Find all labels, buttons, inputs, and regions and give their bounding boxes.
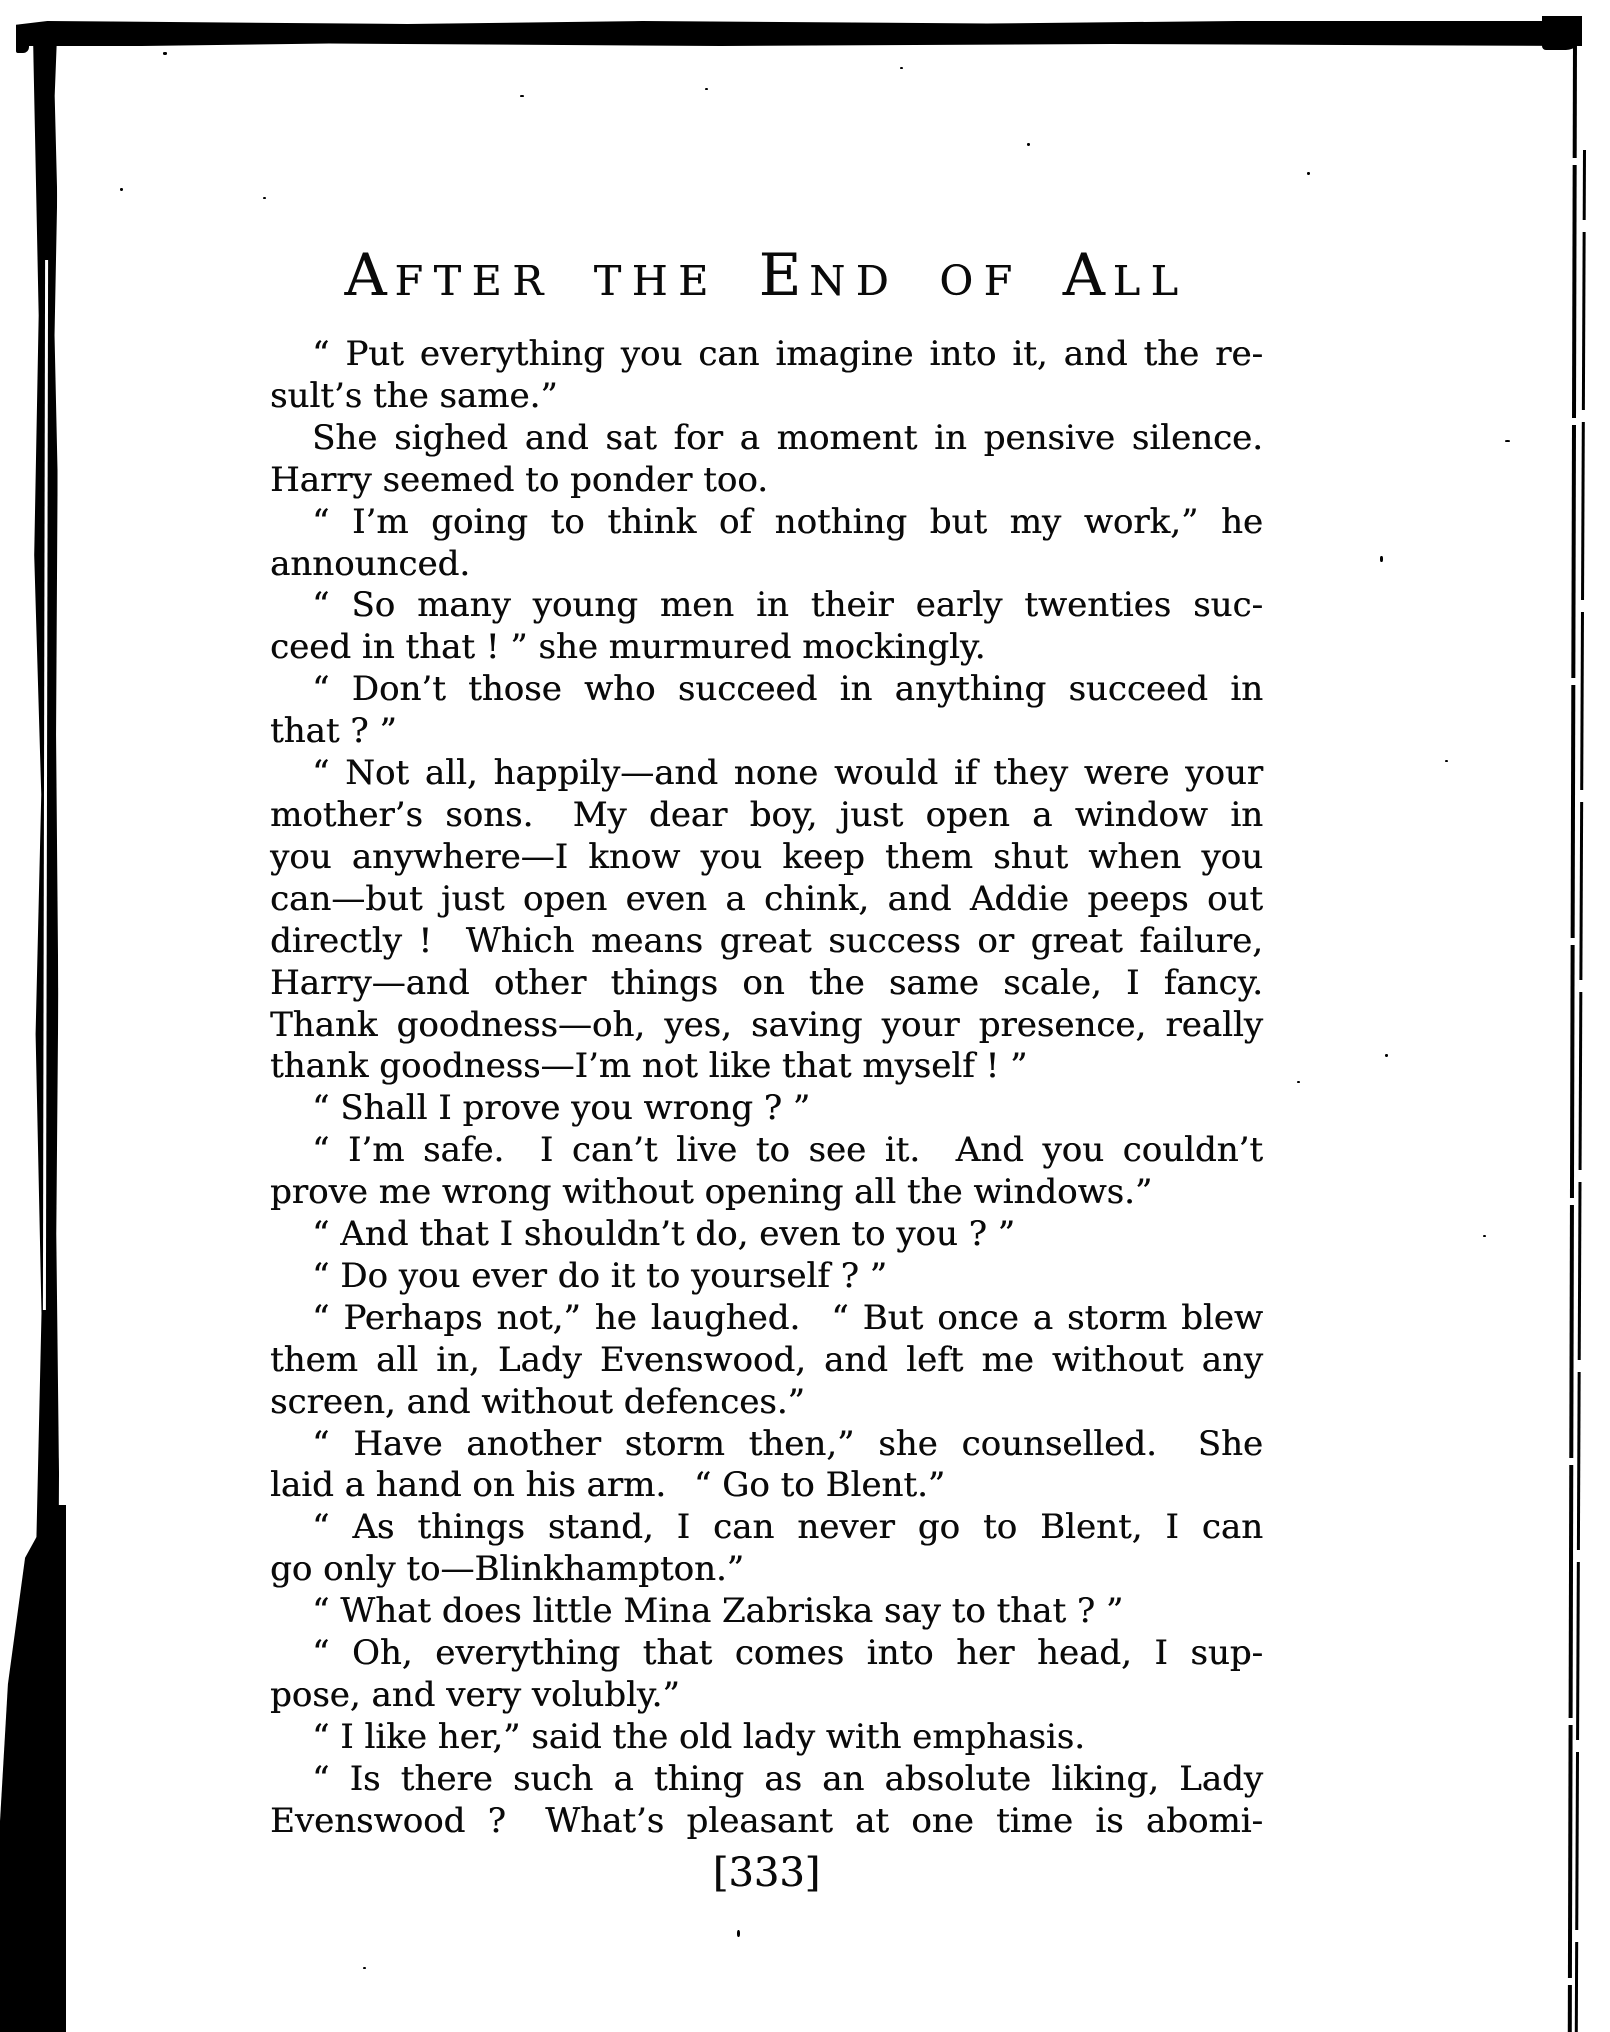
text-line: you anywhere—I know you keep them shut when you — [270, 836, 1263, 877]
text-line: “ Shall I prove you wrong ? ” — [312, 1088, 811, 1129]
scan-speck — [1297, 1081, 1300, 1083]
scan-speck — [737, 1930, 740, 1937]
text-line: them all in, Lady Evenswood, and left me without any — [270, 1339, 1263, 1380]
text-line: screen, and without defences.” — [270, 1381, 805, 1422]
text-line: thank goodness—I’m not like that myself ! ” — [270, 1046, 1028, 1087]
chapter-title-initial: A — [344, 241, 395, 309]
text-line: “ So many young men in their early twenties suc- — [312, 585, 1263, 626]
text-line: announced. — [270, 543, 471, 584]
chapter-title-initial: A — [1062, 241, 1113, 309]
text-line: Thank goodness—oh, yes, saving your presence, really — [270, 1004, 1263, 1045]
scan-artifact-top-bar — [16, 21, 1582, 46]
page-number: [333] — [712, 1850, 821, 1896]
scan-speck — [1027, 143, 1030, 146]
chapter-title — [270, 241, 1263, 309]
text-line: Harry—and other things on the same scale, I fancy. — [270, 962, 1263, 1003]
scan-artifact-right-line-2 — [1575, 150, 1586, 2032]
scan-speck — [1385, 1054, 1388, 1057]
scan-speck — [705, 88, 708, 90]
text-line: that ? ” — [270, 711, 397, 752]
text-line: “ Have another storm then,” she counselled. She — [312, 1423, 1263, 1464]
text-line: go only to—Blinkhampton.” — [270, 1549, 745, 1590]
text-line: pose, and very volubly.” — [270, 1675, 680, 1715]
scan-speck — [263, 197, 266, 199]
scan-speck — [363, 1967, 366, 1969]
scan-artifact-bottom-wedge — [0, 1505, 66, 2032]
text-line: “ Oh, everything that comes into her head, I sup- — [312, 1633, 1263, 1674]
text-line: “ What does little Mina Zabriska say to that ? ” — [312, 1591, 1124, 1632]
text-line: “ I like her,” said the old lady with emphasis. — [312, 1716, 1085, 1757]
chapter-title-word: THE — [593, 257, 719, 305]
body-text — [270, 334, 1263, 1843]
text-line: “ And that I shouldn’t do, even to you ? ” — [312, 1214, 1016, 1255]
scan-speck — [1445, 760, 1448, 762]
scan-artifact-top-bar-tick — [16, 40, 29, 53]
scan-speck — [1483, 1235, 1486, 1237]
text-line: “ Do you ever do it to yourself ? ” — [312, 1255, 888, 1296]
text-line: “ Perhaps not,” he laughed. “ But once a storm blew — [312, 1297, 1263, 1338]
text-line: “ As things stand, I can never go to Blent, I can — [312, 1507, 1263, 1548]
scan-speck — [900, 67, 903, 69]
text-line: ceed in that ! ” she murmured mockingly. — [270, 627, 986, 668]
chapter-title-initial: E — [758, 241, 810, 309]
scan-speck — [1380, 556, 1383, 562]
chapter-title-word: AFTER — [344, 241, 554, 309]
text-line: sult’s the same.” — [270, 375, 558, 416]
text-line: can—but just open even a chink, and Addie peeps out — [270, 878, 1263, 919]
scan-speck — [1505, 440, 1510, 442]
chapter-title-word: END — [758, 241, 900, 309]
chapter-title-word: ALL — [1062, 241, 1189, 309]
text-line: “ Put everything you can imagine into it, and the re- — [312, 334, 1263, 374]
scan-speck — [163, 52, 167, 55]
text-line: laid a hand on his arm. “ Go to Blent.” — [270, 1465, 946, 1506]
text-line: Harry seemed to ponder too. — [270, 459, 768, 500]
scan-speck — [120, 188, 123, 191]
chapter-title-word: OF — [939, 257, 1023, 305]
text-line: “ Is there such a thing as an absolute liking, Lady — [312, 1758, 1263, 1799]
text-line: She sighed and sat for a moment in pensive silence. — [312, 417, 1263, 458]
text-line: “ I’m going to think of nothing but my work,” he — [312, 501, 1263, 542]
text-line: Evenswood ? What’s pleasant at one time is abomi- — [270, 1800, 1263, 1841]
text-line: mother’s sons. My dear boy, just open a window in — [270, 794, 1263, 835]
text-line: “ Don’t those who succeed in anything succeed in — [312, 669, 1263, 710]
text-line: directly ! Which means great success or great failure, — [270, 920, 1263, 961]
scan-speck — [520, 95, 524, 97]
text-line: “ Not all, happily—and none would if they were your — [312, 753, 1263, 794]
text-line: “ I’m safe. I can’t live to see it. And you couldn’t — [312, 1130, 1263, 1171]
scan-speck — [1307, 172, 1310, 175]
text-line: prove me wrong without opening all the windows.” — [270, 1172, 1153, 1213]
